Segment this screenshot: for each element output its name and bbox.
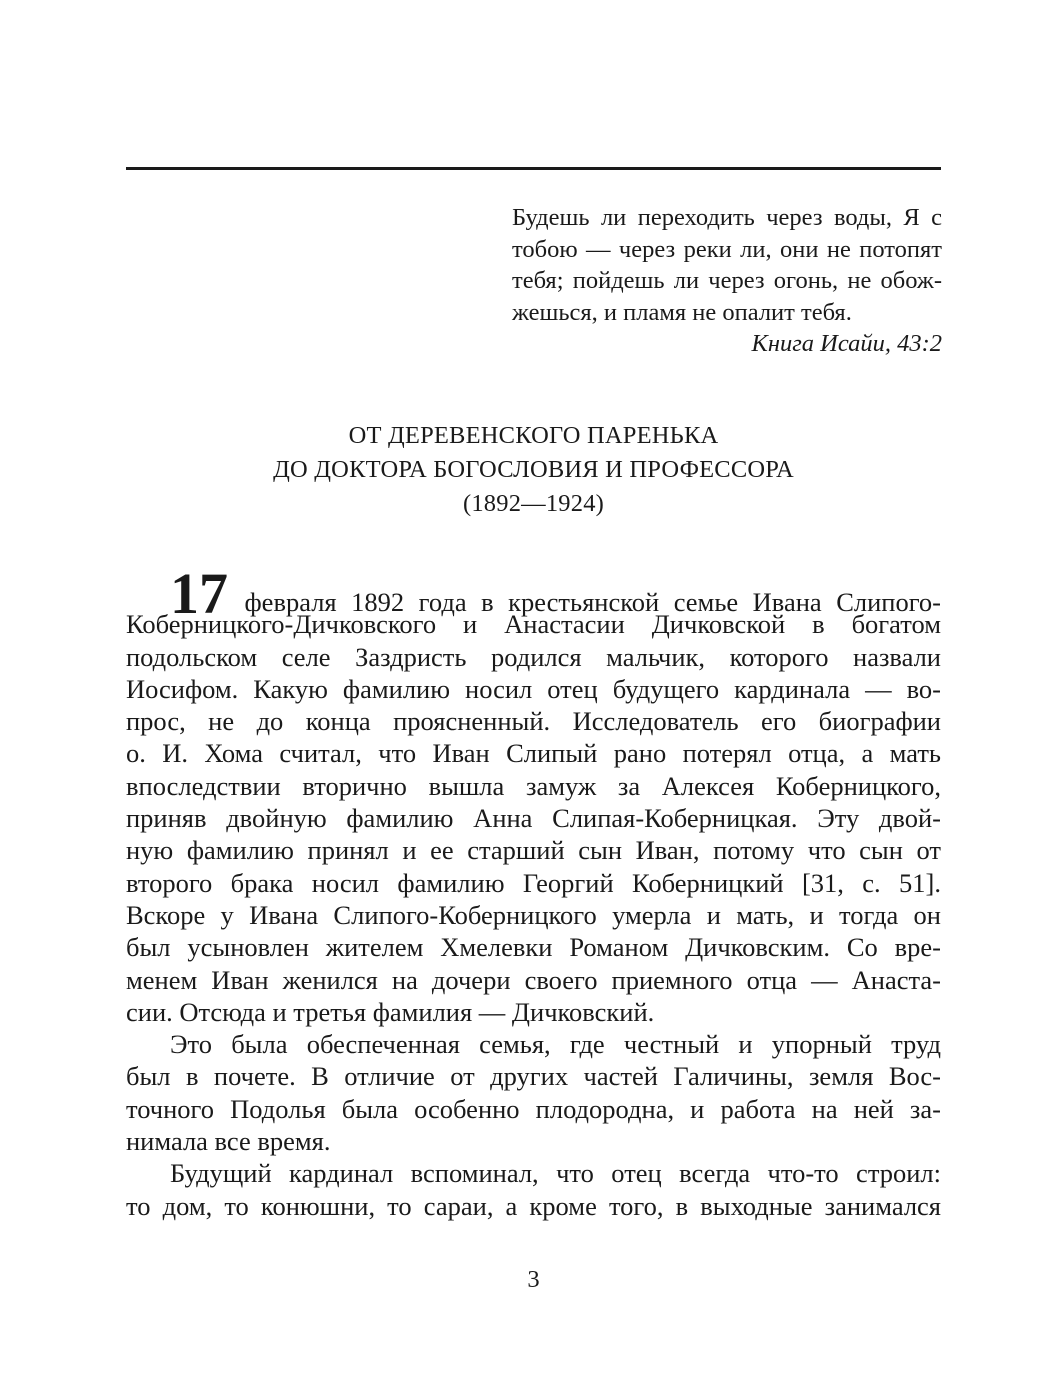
text-line: второго брака носил фамилию Георгий Коберницкий [31, с. 51]. bbox=[126, 867, 941, 898]
text-line: Будущий кардинал вспоминал, что отец всегда что-то строил: bbox=[170, 1158, 941, 1189]
epigraph-line: жешься, и пламя не опалит тебя. bbox=[512, 298, 852, 326]
epigraph-line: Будешь ли переходить через воды, Я с bbox=[512, 204, 942, 231]
body-text bbox=[126, 561, 941, 1222]
text-line: то дом, то конюшни, то сараи, а кроме того, в выходные занимался bbox=[126, 1190, 941, 1221]
text-line: Коберницкого-Дичковского и Анастасии Дичковской в богатом bbox=[126, 609, 941, 640]
text-line: Вскоре у Ивана Слипого-Коберницкого умерла и мать, и тогда он bbox=[126, 899, 941, 930]
header-rule bbox=[126, 167, 941, 170]
text-line: точного Подолья была особенно плодородна, и работа на ней за- bbox=[126, 1093, 941, 1124]
text-line: подольском селе Заздристь родился мальчик, которого назвали bbox=[126, 641, 941, 672]
text-line: ную фамилию принял и ее старший сын Иван, потому что сын от bbox=[126, 835, 941, 866]
text-line: сии. Отсюда и третья фамилия — Дичковский. bbox=[126, 996, 655, 1027]
text-line: прос, не до конца проясненный. Исследователь его биографии bbox=[126, 706, 941, 737]
epigraph-line: тобою — через реки ли, они не потопят bbox=[512, 235, 942, 263]
paragraph-2 bbox=[126, 1028, 941, 1157]
text-line: приняв двойную фамилию Анна Слипая-Коберницкая. Эту двой- bbox=[126, 803, 941, 834]
chapter-heading bbox=[126, 419, 941, 521]
text-line: менем Иван женился на дочери своего приемного отца — Анаста- bbox=[126, 964, 941, 995]
epigraph-source: Книга Исайи, 43:2 bbox=[751, 330, 942, 357]
chapter-years: (1892—1924) bbox=[462, 490, 605, 517]
text-line: нимала все время. bbox=[126, 1126, 331, 1157]
text-line: о. И. Хома считал, что Иван Слипый рано потерял отца, а мать bbox=[126, 738, 941, 769]
chapter-title-line-1: ОТ ДЕРЕВЕНСКОГО ПАРЕНЬКА bbox=[348, 422, 719, 449]
page-number: 3 bbox=[527, 1266, 540, 1293]
drop-cap: 17 bbox=[170, 561, 228, 626]
paragraph-3 bbox=[126, 1157, 941, 1222]
text-line: был усыновлен жителем Хмелевки Романом Дичковским. Со вре- bbox=[126, 932, 941, 963]
epigraph bbox=[512, 202, 942, 360]
text-line: Это была обеспеченная семья, где честный и упорный труд bbox=[170, 1029, 941, 1060]
paragraph-1 bbox=[126, 608, 941, 1028]
text-line: впоследствии вторично вышла замуж за Алексея Коберницкого, bbox=[126, 770, 941, 801]
text-line: был в почете. В отличие от других частей Галичины, земля Вос- bbox=[126, 1061, 941, 1092]
chapter-title-line-2: ДО ДОКТОРА БОГОСЛОВИЯ И ПРОФЕССОРА bbox=[273, 456, 794, 483]
epigraph-line: тебя; пойдешь ли через огонь, не обож- bbox=[512, 267, 942, 294]
text-line: Иосифом. Какую фамилию носил отец будущего кардинала — во- bbox=[126, 673, 941, 704]
first-line-text: февраля 1892 года в крестьянской семье Ивана Слипого- bbox=[244, 587, 941, 617]
